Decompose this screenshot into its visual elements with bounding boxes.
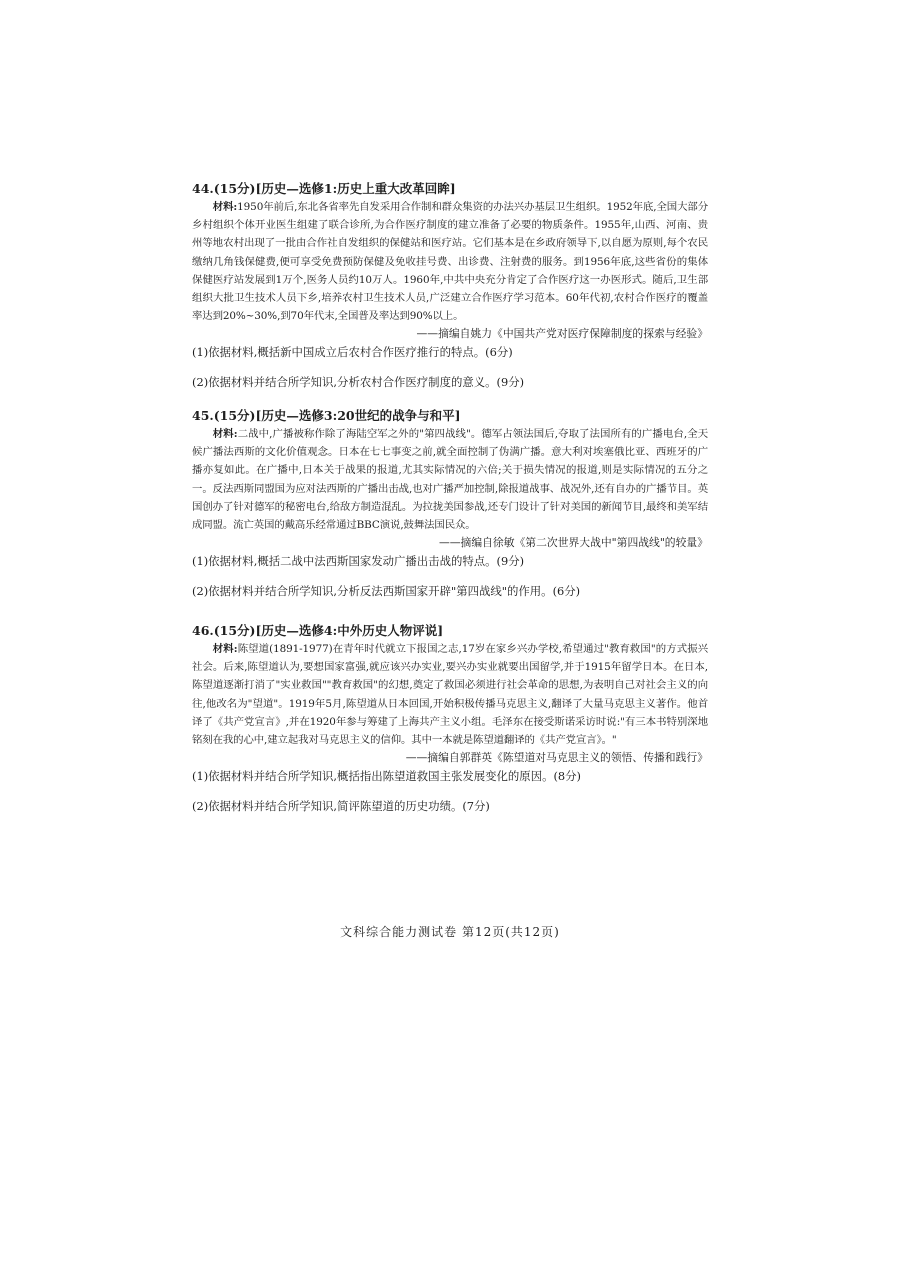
material-source: ——摘编自郭群英《陈望道对马克思主义的领悟、传播和践行》 bbox=[405, 751, 708, 765]
question-46 bbox=[192, 622, 708, 815]
question-45 bbox=[192, 407, 708, 600]
material-text bbox=[192, 198, 708, 325]
material-source: ——摘编自徐敏《第二次世界大战中"第四战线"的较量》 bbox=[438, 536, 708, 550]
material-body: 陈望道(1891-1977)在青年时代就立下报国之志,17岁在家乡兴办学校,希望通过"教育救国"的方式振兴社会。后来,陈望道认为,要想国家富强,就应该兴办实业,要兴办实业就要出国留学,并于1915年留学日本。在日本,陈望道逐渐打消了"实业救国""教育救国"的幻想,奠定了救国必须进行社会革命的思想,为表明自己对社会主义的向往,他改名为"望道"。1919年5月,陈望道从日本回国,开始积极传播马克思主义,翻译了大量马克思主义著作。他首译了《共产党宣言》,并在1920年参与筹建了上海共产主义小组。毛泽东在接受斯诺采访时说:"有三本书特别深地铭刻在我的心中,建立起我对马克思主义的信仰。其中一本就是陈望道翻译的《共产党宣言》。" bbox=[192, 643, 708, 747]
sub-question-2: (2)依据材料并结合所学知识,分析反法西斯国家开辟"第四战线"的作用。(6分) bbox=[192, 584, 581, 599]
sub-question-1: (1)依据材料,概括新中国成立后农村合作医疗推行的特点。(6分) bbox=[192, 345, 513, 360]
sub-question-2: (2)依据材料并结合所学知识,分析农村合作医疗制度的意义。(9分) bbox=[192, 375, 525, 390]
material-lead: 材料: bbox=[212, 201, 238, 213]
material-body: 二战中,广播被称作除了海陆空军之外的"第四战线"。德军占领法国后,夺取了法国所有的广播电台,全天候广播法西斯的文化价值观念。日本在七七事变之前,就全面控制了伪满广播。意大利对埃塞俄比亚、西班牙的广播亦复如此。在广播中,日本关于战果的报道,尤其实际情况的六倍;关于损失情况的报道,则是实际情况的五分之一。反法西斯同盟国为应对法西斯的广播出击战,也对广播严加控制,除报道战事、战况外,还有自办的广播节目。英国创办了针对德军的秘密电台,给敌方制造混乱。为拉拢美国参战,还专门设计了针对美国的新闻节目,最终和美军结成同盟。流亡英国的戴高乐经常通过BBC演说,鼓舞法国民众。 bbox=[192, 428, 708, 532]
sub-question-1: (1)依据材料并结合所学知识,概括指出陈望道救国主张发展变化的原因。(8分) bbox=[192, 769, 582, 784]
question-title: 44.(15分)[历史—选修1:历史上重大改革回眸] bbox=[192, 181, 456, 196]
question-title: 45.(15分)[历史—选修3:20世纪的战争与和平] bbox=[192, 408, 461, 423]
material-text bbox=[192, 425, 708, 534]
material-lead: 材料: bbox=[212, 428, 238, 440]
material-source: ——摘编自姚力《中国共产党对医疗保障制度的探索与经验》 bbox=[416, 327, 708, 341]
question-title: 46.(15分)[历史—选修4:中外历史人物评说] bbox=[192, 623, 444, 638]
material-body: 1950年前后,东北各省率先自发采用合作制和群众集资的办法兴办基层卫生组织。1952年底,全国大部分乡村组织个体开业医生组建了联合诊所,为合作医疗制度的建立准备了必要的物质条件。1955年,山西、河南、贵州等地农村出现了一批由合作社自发组织的保健站和医疗站。它们基本是在乡政府领导下,以自愿为原则,每个农民缴纳几角钱保健费,便可享受免费预防保健及免收挂号费、出诊费、注射费的服务。到1956年底,这些省份的集体保健医疗站发展到1万个,医务人员约10万人。1960年,中共中央充分肯定了合作医疗这一办医形式。随后,卫生部组织大批卫生技术人员下乡,培养农村卫生技术人员,广泛建立合作医疗学习范本。60年代初,农村合作医疗的覆盖率达到20%~30%,到70年代末,全国普及率达到90%以上。 bbox=[192, 201, 708, 323]
material-text bbox=[192, 640, 708, 749]
question-44 bbox=[192, 180, 708, 391]
sub-question-1: (1)依据材料,概括二战中法西斯国家发动广播出击战的特点。(9分) bbox=[192, 554, 525, 569]
material-lead: 材料: bbox=[212, 643, 238, 655]
sub-question-2: (2)依据材料并结合所学知识,简评陈望道的历史功绩。(7分) bbox=[192, 799, 490, 814]
page-footer: 文科综合能力测试卷 第12页(共12页) bbox=[340, 925, 560, 939]
